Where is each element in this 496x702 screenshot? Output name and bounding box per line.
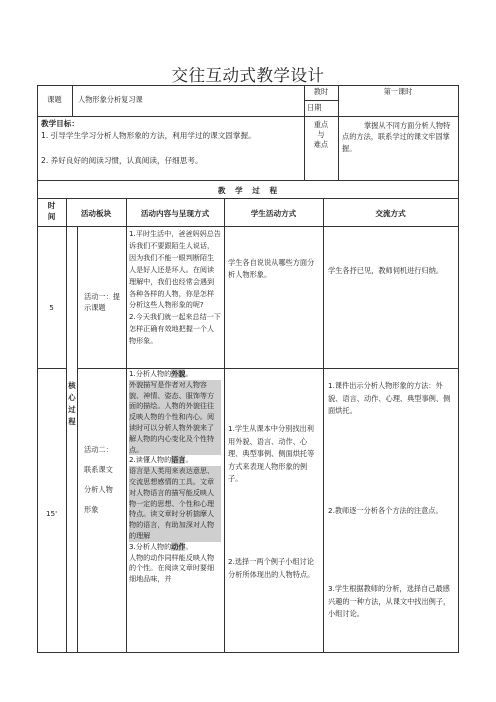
row2-student-2: 2.选择一两个例子小组讨论分析所体现出的人物特点。	[228, 557, 315, 579]
hours-label: 教时	[313, 87, 329, 96]
col-exchange-header: 交流方式	[375, 209, 406, 218]
goal-item: 1. 引导学生学习分析人物形象的方法，利用学过的课文固掌握。	[41, 131, 256, 140]
row2-exchange-1: 1.课件出示分析人物形象的方法：外貌、语言、动作、心理、典型事例、侧面烘托。	[328, 381, 451, 416]
rule	[224, 198, 225, 653]
row1-activity: 活动一：提示课题	[84, 292, 120, 312]
col-module-header: 活动板块	[80, 209, 112, 218]
col-student-header: 学生活动方式	[250, 209, 297, 218]
key-points-text: 掌握从不同方面分析人物特点的方法，联系学过的课文牢固掌握。	[342, 121, 451, 153]
row2-student-1: 1.学生从课本中分别找出利用外貌、语言、动作、心理、典型事例、侧面烘托等方式来表现人物形象的例子。	[228, 424, 315, 484]
rule	[338, 85, 339, 180]
rule	[37, 652, 459, 653]
lesson-label: 课题	[47, 95, 62, 104]
row1-content: 1.平时生活中，爸爸妈妈总告诉我们不要跟陌生人说话，因为我们不能一眼判断陌生人是好人还是坏人。在阅读理解中，我们也经常会遇到各种各样的人物，你是怎样分析这些人物形象的呢? 2.今天我们就一起来总结一下怎样正确有效地把握一个人物形象。	[129, 229, 221, 346]
process-heading: 教 学 过 程	[217, 186, 279, 195]
row1-student: 学生各自说说从哪些方面分析人物形象。	[228, 258, 315, 279]
rule	[37, 226, 459, 227]
row1-exchange: 学生各抒已见，教师伺机进行归纳。	[328, 266, 444, 275]
rule	[37, 116, 459, 117]
goal-item: 2. 养好良好的阅读习惯，认真阅读，仔细思考。	[41, 156, 203, 165]
rule	[126, 198, 127, 653]
table-border-left	[37, 85, 38, 653]
rule	[72, 85, 73, 116]
row1-time: 5	[49, 303, 54, 312]
rule	[37, 198, 459, 199]
key-points-label: 重点 与 难点	[313, 120, 329, 149]
core-process-label: 核心过程	[68, 381, 76, 426]
row2-exchange-2: 2.教师逐一分析各个方法的注意点。	[328, 506, 443, 515]
rule	[304, 100, 339, 101]
table-border-right	[458, 85, 459, 653]
rule	[77, 226, 78, 653]
page-title: 交往互动式教学设计	[171, 66, 325, 85]
row2-content: 1.分析人物的外貌。 外貌描写是作者对人物容貌、神情、姿态、服饰等方面的描绘。人物的外貌往往反映人物的个性和内心。阅读时可以分析人物外貌来了解人物的内心变化及个性特点。 2.读懂人物的语言。 语言是人类用来表达意思、交流思想感情的工具。文章对人物语言的描写能反映人物一定的思想、个性和心理特点。读文章时分析揣摩人物的语言，有助加深对人物的理解 3.分析人物的动作。 人物的动作同样能反映人物的个性。在阅读文章时要细细地品味，并	[129, 369, 221, 585]
goals-heading: 教学目标：	[41, 119, 79, 128]
row2-activity: 活动二： 联系课文 分析人物 形象	[84, 445, 113, 514]
rule	[37, 180, 459, 181]
rule	[323, 198, 324, 653]
date-label: 日期	[307, 103, 322, 112]
row2-exchange-3: 3.学生根据教师的分析，选择自己最感兴趣的一种方法，从课文中找出例子，小组讨论。	[328, 584, 451, 619]
hours-value: 第一课时	[383, 87, 413, 96]
col-content-header: 活动内容与呈现方式	[140, 209, 210, 218]
lesson-value: 人物形象分析复习课	[78, 95, 143, 104]
row2-time: 15'	[45, 509, 58, 518]
rule	[37, 368, 66, 369]
col-time-header: 时间	[47, 201, 56, 221]
